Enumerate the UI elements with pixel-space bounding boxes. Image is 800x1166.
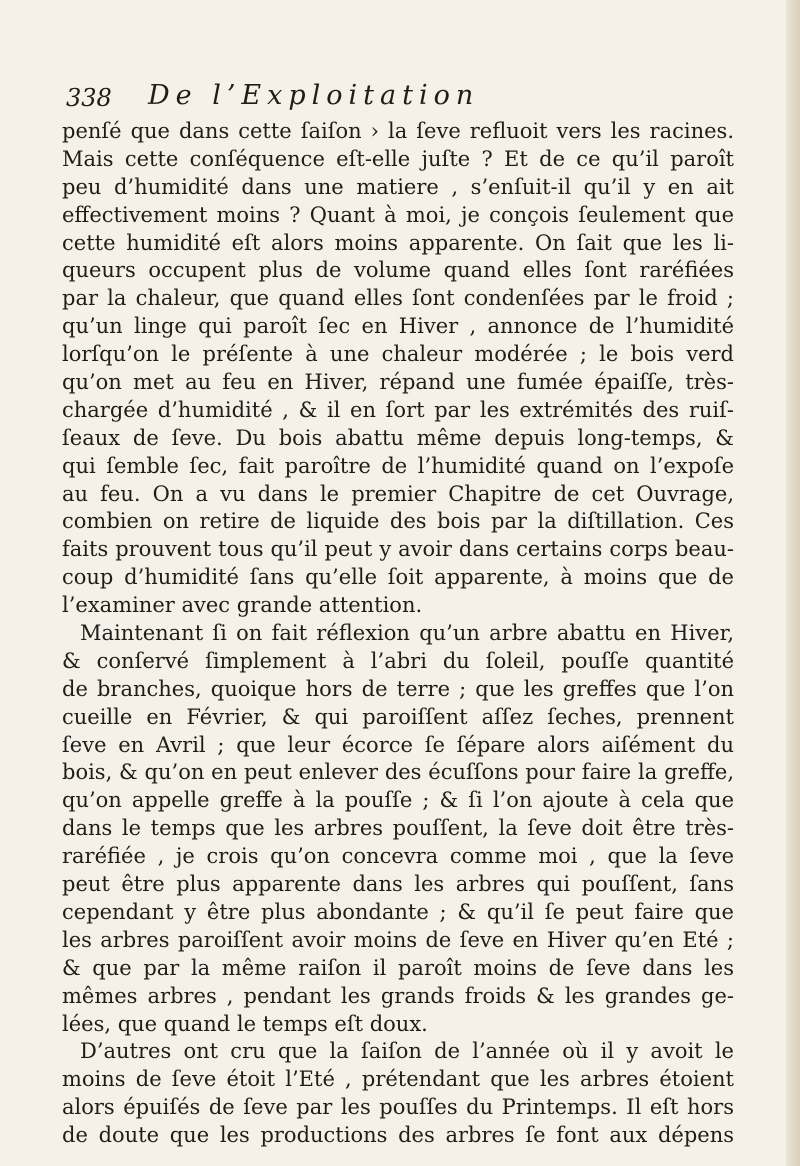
text-line: par la chaleur, que quand elles ſont condenſées par le froid ; [62,286,734,311]
text-line: & conſervé ſimplement à l’abri du ſoleil, pouſſe quantité [62,648,734,673]
text-line: peut être plus apparente dans les arbres qui pouſſent, ſans [62,872,734,897]
text-line: qu’un linge qui paroît ſec en Hiver , annonce de l’humidité [62,314,734,339]
text-line: effectivement moins ? Quant à moi, je conçois ſeulement que [62,202,734,227]
text-line: ſeve en Avril ; que leur écorce ſe ſépare alors aiſément du [62,732,734,757]
text-line: qu’on appelle greffe à la pouſſe ; & ſi l’on ajoute à cela que [62,788,734,813]
text-line: les arbres paroiſſent avoir moins de ſeve en Hiver qu’en Eté ; [62,927,734,952]
text-line: Maintenant ſi on fait réflexion qu’un arbre abattu en Hiver, [80,621,734,646]
text-line: faits prouvent tous qu’il peut y avoir dans certains corps beau- [62,537,734,562]
text-line: D’autres ont cru que la ſaiſon de l’année où il y avoit le [80,1039,734,1064]
text-line: cependant y être plus abondante ; & qu’il ſe peut faire que [62,899,734,924]
text-line: de doute que les productions des arbres ſe font aux dépens [62,1123,734,1148]
text-line: l’examiner avec grande attention. [62,593,423,618]
text-line: & que par la même raiſon il paroît moins de ſeve dans les [62,955,734,980]
text-line: lées, que quand le temps eſt doux. [62,1011,428,1036]
body-text [62,118,734,1150]
text-line: peu d’humidité dans une matiere , s’enſuit-il qu’il y en ait [62,174,734,199]
text-line: chargée d’humidité , & il en ſort par les extrémités des ruiſ- [62,397,734,422]
text-line: Mais cette conſéquence eſt-elle juſte ? Et de ce qu’il paroît [62,146,734,171]
text-line: lorſqu’on le préſente à une chaleur modérée ; le bois verd [62,342,734,367]
text-line: qu’on met au feu en Hiver, répand une fumée épaiſſe, très- [62,370,734,395]
text-line: cette humidité eſt alors moins apparente. On ſait que les li- [62,230,734,255]
text-line: bois, & qu’on en peut enlever des écuſſons pour faire la greffe, [62,760,734,785]
text-line: ſeaux de ſeve. Du bois abattu même depuis long-temps, & [62,425,734,450]
running-title: De l’Exploitation [148,80,480,111]
text-line: de branches, quoique hors de terre ; que les greffes que l’on [62,676,734,701]
text-line: moins de ſeve étoit l’Eté , prétendant que les arbres étoient [62,1067,734,1092]
text-line: combien on retire de liquide des bois par la diſtillation. Ces [62,509,734,534]
page-edge [786,0,800,1166]
text-line: raréfiée , je crois qu’on concevra comme moi , que la ſeve [62,844,734,869]
page-number: 338 [66,84,112,112]
text-line: penſé que dans cette ſaiſon › la ſeve refluoit vers les racines. [62,119,734,143]
text-line: dans le temps que les arbres pouſſent, la ſeve doit être très- [62,816,734,841]
text-line: au feu. On a vu dans le premier Chapitre de cet Ouvrage, [62,481,734,506]
text-line: qui ſemble ſec, fait paroître de l’humidité quand on l’expoſe [62,453,734,478]
text-line: mêmes arbres , pendant les grands froids & les grandes ge- [62,983,734,1008]
text-line: coup d’humidité ſans qu’elle ſoit apparente, à moins que de [62,565,734,590]
text-line: alors épuiſés de ſeve par les pouſſes du Printemps. Il eſt hors [62,1095,734,1120]
text-line: queurs occupent plus de volume quand elles ſont raréfiées [62,258,734,283]
text-line: cueille en Février, & qui paroiſſent aſſez ſeches, prennent [62,704,734,729]
